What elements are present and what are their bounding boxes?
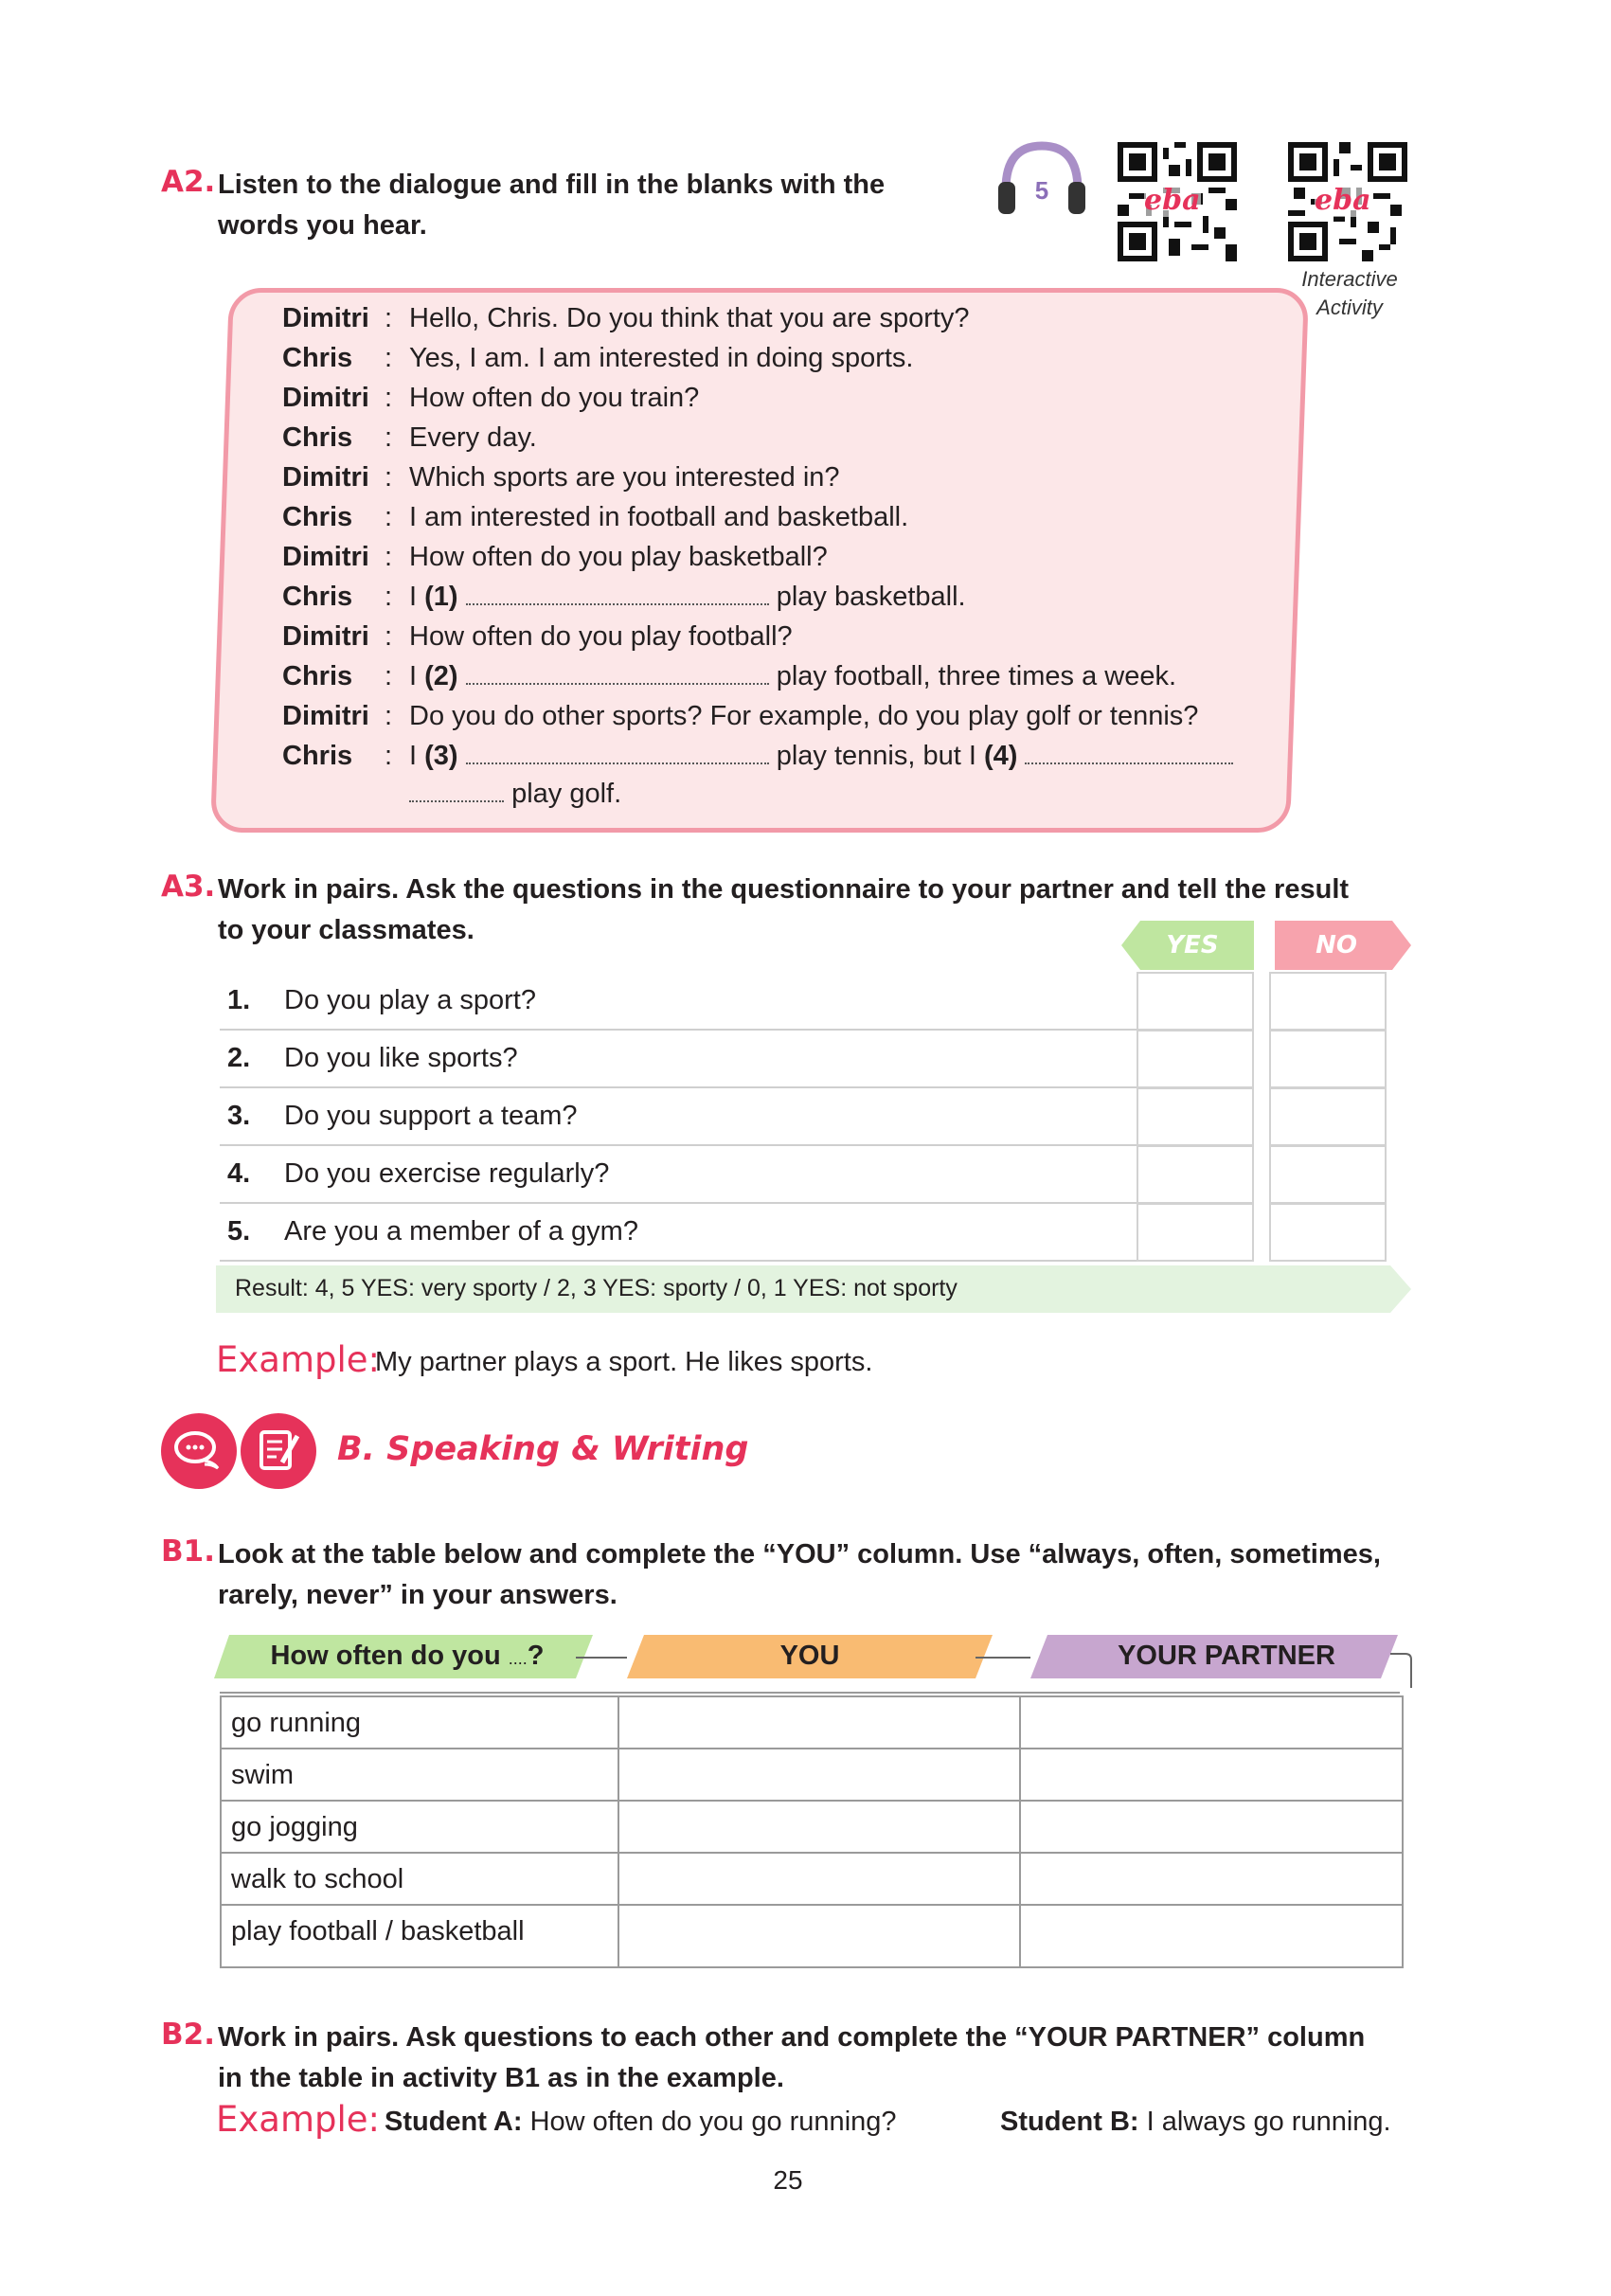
speaker-name: Chris [282, 343, 353, 373]
yes-checkbox[interactable] [1137, 972, 1254, 1031]
writing-icon [241, 1413, 316, 1489]
question-text: Do you play a sport? [284, 985, 536, 1015]
activity-label: go running [231, 1708, 362, 1738]
speaker-name: Dimitri [282, 383, 369, 413]
no-checkbox[interactable] [1269, 1087, 1387, 1146]
qr-caption-line1: Interactive [1301, 267, 1398, 291]
you-answer-cell[interactable] [618, 1800, 1021, 1854]
header-your-partner: YOUR PARTNER [1118, 1641, 1335, 1671]
yes-tag [1121, 921, 1254, 970]
speaker-name: Chris [282, 422, 353, 453]
result-bar [216, 1265, 1411, 1313]
partner-answer-cell[interactable] [1019, 1852, 1404, 1906]
header-how-question-mark: ? [527, 1641, 545, 1671]
dialogue-line [282, 498, 908, 536]
speaker-name: Dimitri [282, 303, 369, 333]
b1-instruction [218, 1534, 1381, 1616]
you-answer-cell[interactable] [618, 1904, 1021, 1968]
yes-label: YES [1166, 931, 1219, 960]
speaker-colon: : [385, 303, 393, 333]
question-number: 2. [227, 1043, 251, 1073]
student-b-label: Student B: [1000, 2107, 1139, 2137]
section-b-title: B. Speaking & Writing [337, 1430, 749, 1468]
dialogue-line [282, 538, 828, 576]
qr-logo-2: eba [1315, 184, 1371, 217]
line-prefix: I [409, 661, 418, 691]
speaker-name: Dimitri [282, 462, 369, 493]
yes-checkbox[interactable] [1137, 1203, 1254, 1262]
line-prefix: I [409, 741, 418, 771]
speaker-name: Dimitri [282, 542, 369, 572]
line-text: How often do you train? [409, 383, 700, 413]
qr-caption-line2: Activity [1316, 296, 1383, 319]
b2-instruction [218, 2018, 1365, 2099]
line-text: Every day. [409, 422, 537, 453]
b2-student-b [1000, 2107, 1391, 2138]
speaker-name: Chris [282, 741, 353, 771]
question-text: Do you like sports? [284, 1043, 518, 1073]
qr-code-interactive[interactable] [1288, 142, 1407, 261]
line-text: play football, three times a week. [776, 661, 1177, 691]
partner-answer-cell[interactable] [1019, 1695, 1404, 1749]
partner-answer-cell[interactable] [1019, 1748, 1404, 1802]
yes-checkbox[interactable] [1137, 1145, 1254, 1204]
header-you: YOU [779, 1641, 840, 1671]
you-answer-cell[interactable] [618, 1748, 1021, 1802]
a3-instruction-line1: Work in pairs. Ask the questions in the questionnaire to your partner and tell the result [218, 874, 1350, 905]
student-a-text: How often do you go running? [529, 2107, 897, 2137]
a2-number: A2. [161, 165, 216, 199]
result-text: Result: 4, 5 YES: very sporty / 2, 3 YES: sporty / 0, 1 YES: not sporty [235, 1275, 958, 1301]
dialogue-line [282, 697, 1198, 735]
speaker-colon: : [385, 741, 393, 771]
student-b-text: I always go running. [1146, 2107, 1391, 2137]
line-text: Do you do other sports? For example, do you play golf or tennis? [409, 701, 1199, 731]
speaker-colon: : [385, 661, 393, 691]
yes-checkbox[interactable] [1137, 1087, 1254, 1146]
fill-in-blank[interactable] [466, 583, 769, 605]
question-text: Do you exercise regularly? [284, 1158, 610, 1189]
speaker-name: Dimitri [282, 621, 369, 652]
a3-instruction-line2: to your classmates. [218, 915, 474, 945]
fill-in-blank[interactable] [466, 742, 769, 764]
speaker-colon: : [385, 701, 393, 731]
dialogue-line [282, 339, 913, 377]
line-text: Hello, Chris. Do you think that you are sporty? [409, 303, 970, 333]
track-number: 5 [1034, 176, 1049, 205]
header-how-dots: .... [508, 1649, 528, 1668]
question-number: 5. [227, 1216, 251, 1247]
question-text: Do you support a team? [284, 1101, 578, 1131]
activity-label: play football / basketball [231, 1916, 525, 1946]
speaker-name: Chris [282, 582, 353, 612]
table-top-border [220, 1692, 1400, 1694]
b2-example-label: Example: [216, 2099, 380, 2140]
blank-4-continued[interactable] [409, 780, 504, 802]
line-text: I am interested in football and basketball. [409, 502, 909, 532]
page-number: 25 [773, 2165, 803, 2195]
speaker-colon: : [385, 502, 393, 532]
question-row [220, 1030, 1143, 1088]
activity-label: go jogging [231, 1812, 358, 1842]
speaker-name: Chris [282, 661, 353, 691]
a2-instruction [218, 165, 885, 246]
header-how-text: How often do you [270, 1641, 501, 1671]
no-checkbox[interactable] [1269, 1030, 1387, 1088]
dialogue-last-line [409, 775, 621, 813]
speaker-colon: : [385, 343, 393, 373]
blank-number: (2) [424, 661, 458, 691]
no-checkbox[interactable] [1269, 1203, 1387, 1262]
fill-in-blank[interactable] [1025, 742, 1233, 764]
no-label: NO [1316, 931, 1357, 960]
no-tag [1275, 921, 1411, 970]
speaker-colon: : [385, 383, 393, 413]
header-how-often [227, 1634, 587, 1677]
speaker-colon: : [385, 422, 393, 453]
line-text: How often do you play football? [409, 621, 793, 652]
speaker-name: Dimitri [282, 701, 369, 731]
partner-answer-cell[interactable] [1019, 1800, 1404, 1854]
student-a-label: Student A: [385, 2107, 523, 2137]
dialogue-line [282, 737, 1233, 775]
dialogue-line [282, 419, 537, 457]
a3-example-text: My partner plays a sport. He likes sports. [375, 1347, 873, 1377]
b2-number: B2. [161, 2018, 215, 2052]
fill-in-blank[interactable] [466, 662, 769, 685]
speaker-name: Chris [282, 502, 353, 532]
b1-instruction-line1: Look at the table below and complete the “YOU” column. Use “always, often, sometimes, [218, 1539, 1381, 1570]
question-row [220, 1145, 1143, 1204]
speaker-colon: : [385, 621, 393, 652]
headphones-icon[interactable] [994, 140, 1089, 218]
dialogue-line [282, 618, 793, 655]
qr-code[interactable] [1118, 142, 1237, 261]
dialogue-line [282, 299, 970, 337]
a3-number: A3. [161, 870, 216, 904]
b1-instruction-line2: rarely, never” in your answers. [218, 1580, 618, 1610]
question-text: Are you a member of a gym? [284, 1216, 638, 1247]
speaker-colon: : [385, 462, 393, 493]
b2-instruction-line1: Work in pairs. Ask questions to each other and complete the “YOUR PARTNER” column [218, 2022, 1366, 2053]
b2-student-a [385, 2107, 897, 2138]
line-text: How often do you play basketball? [409, 542, 828, 572]
b2-instruction-line2: in the table in activity B1 as in the example. [218, 2063, 784, 2093]
dialogue-line [282, 379, 699, 417]
b1-number: B1. [161, 1534, 215, 1569]
question-row [220, 972, 1143, 1031]
yes-checkbox[interactable] [1137, 1030, 1254, 1088]
speaking-icon [161, 1413, 237, 1489]
question-row [220, 1087, 1143, 1146]
partner-answer-cell[interactable] [1019, 1904, 1404, 1968]
blank-number: (4) [983, 741, 1018, 771]
dialogue-line [282, 458, 840, 496]
blank-number: (1) [424, 582, 458, 612]
blank-number: (3) [424, 741, 458, 771]
line-text: play tennis, but I [776, 741, 976, 771]
line-prefix: I [409, 582, 418, 612]
no-checkbox[interactable] [1269, 1145, 1387, 1204]
a2-instruction-line2: words you hear. [218, 210, 427, 241]
question-number: 4. [227, 1158, 251, 1189]
line-text: play basketball. [776, 582, 966, 612]
question-number: 3. [227, 1101, 251, 1131]
line-text: Yes, I am. I am interested in doing sports. [409, 343, 914, 373]
speaker-colon: : [385, 582, 393, 612]
dialogue-line [282, 657, 1176, 695]
you-answer-cell[interactable] [618, 1695, 1021, 1749]
line-text: Which sports are you interested in? [409, 462, 840, 493]
you-answer-cell[interactable] [618, 1852, 1021, 1906]
no-checkbox[interactable] [1269, 972, 1387, 1031]
question-row [220, 1203, 1143, 1262]
question-number: 1. [227, 985, 251, 1015]
dialogue-last-text: play golf. [511, 779, 622, 809]
a2-instruction-line1: Listen to the dialogue and fill in the blanks with the [218, 170, 886, 200]
activity-label: swim [231, 1760, 295, 1790]
speaker-colon: : [385, 542, 393, 572]
dialogue-line [282, 578, 966, 616]
activity-label: walk to school [231, 1864, 404, 1894]
a3-example-label: Example: [216, 1339, 380, 1380]
qr-logo: eba [1144, 184, 1201, 217]
